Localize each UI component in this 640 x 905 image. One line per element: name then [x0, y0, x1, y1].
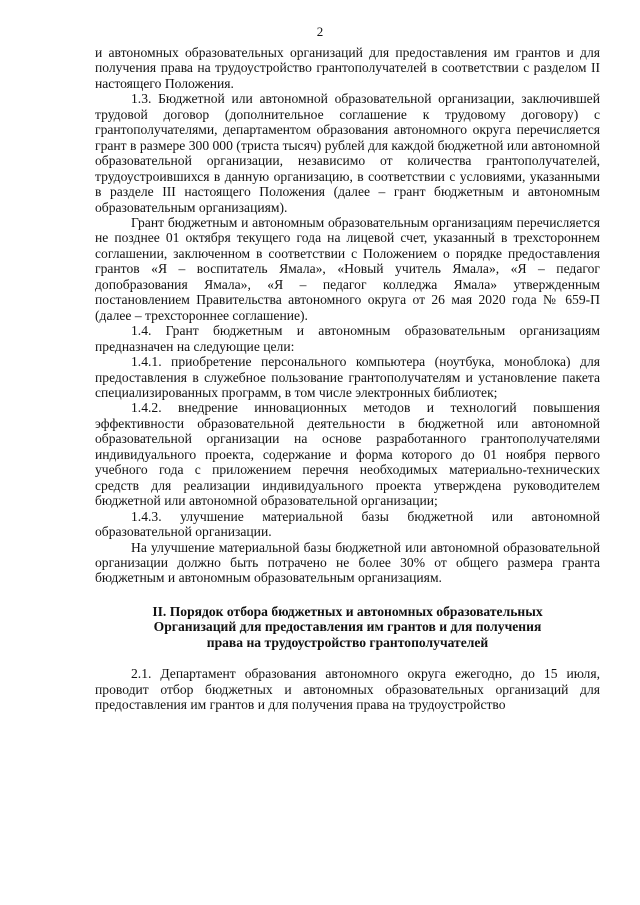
section-1-continuation — [95, 45, 600, 586]
paragraph-30-percent: На улучшение материальной базы бюджетной или автономной образовательной организации должно быть потрачено не более 30% от общего размера гранта бюджетным и автономным образовательным организациям. — [95, 539, 600, 586]
spacer — [95, 586, 600, 604]
paragraph-grant-transfer: Грант бюджетным и автономным образовательным организациям перечисляется не позднее 01 октября текущего года на лицевой счет, указанный в трехстороннем соглашении, заключенном в соответствии с Положением о порядке предоставления грантов «Я – воспитатель Ямала», «Новый учитель Ямала», «Я – педагог допобразования Ямала», «Я – педагог колледжа Ямала» утвержденным постановлением Правительства автономного округа от 26 мая 2020 года № 659-П (далее – трехстороннее соглашение). — [95, 214, 600, 323]
section-heading-line: Организаций для предоставления им грантов и для получения — [153, 619, 542, 635]
section-heading-line: II. Порядок отбора бюджетных и автономных образовательных — [152, 603, 543, 619]
paragraph-2-1: 2.1. Департамент образования автономного округа ежегодно, до 15 июля, проводит отбор бюджетных и автономных образовательных организаций для предоставления им грантов и для получения права на трудоустройство — [95, 666, 600, 713]
section-2-heading — [95, 604, 600, 650]
paragraph-1-3: 1.3. Бюджетной или автономной образовательной организации, заключившей трудовой договор (дополнительное соглашение к трудовому договору) с грантополучателями, департаментом образования автономного округа перечисляется грант в размере 300 000 (триста тысяч) рублей для каждой бюджетной или автономной образовательной организации, независимо от количества грантополучателей, трудоустроившихся в данную организацию, в соответствии с условиями, указанными в разделе III настоящего Положения (далее – грант бюджетным и автономным образовательным организациям). — [95, 91, 600, 215]
section-heading-line: права на трудоустройство грантополучателей — [206, 634, 489, 650]
page-number: 2 — [316, 24, 324, 39]
paragraph-1-4-2: 1.4.2. внедрение инновационных методов и технологий повышения эффективности образовательной деятельности в бюджетной или автономной образовательной организации на основе разработанного грантополучателями индивидуального проекта, содержание и форма которого до 01 ноября первого учебного года с приложением перечня необходимых материально-технических средств для реализации индивидуального проекта утверждена руководителем бюджетной или автономной образовательной организации; — [95, 400, 600, 509]
document-body — [95, 45, 600, 713]
paragraph-1-4-3: 1.4.3. улучшение материальной базы бюджетной или автономной образовательной организации. — [95, 508, 600, 540]
spacer — [95, 650, 600, 666]
paragraph-1-4-1: 1.4.1. приобретение персонального компьютера (ноутбука, моноблока) для предоставления в служебное пользование грантополучателям и установление пакета специализированных программ, в том числе электронных библиотек; — [95, 354, 600, 400]
section-2-body — [95, 666, 600, 712]
paragraph-1-4: 1.4. Грант бюджетным и автономным образовательным организациям предназначен на следующие цели: — [95, 323, 600, 354]
paragraph-continuation: и автономных образовательных организаций для предоставления им грантов и для получения права на трудоустройство грантополучателей в соответствии с разделом II настоящего Положения. — [95, 45, 600, 91]
